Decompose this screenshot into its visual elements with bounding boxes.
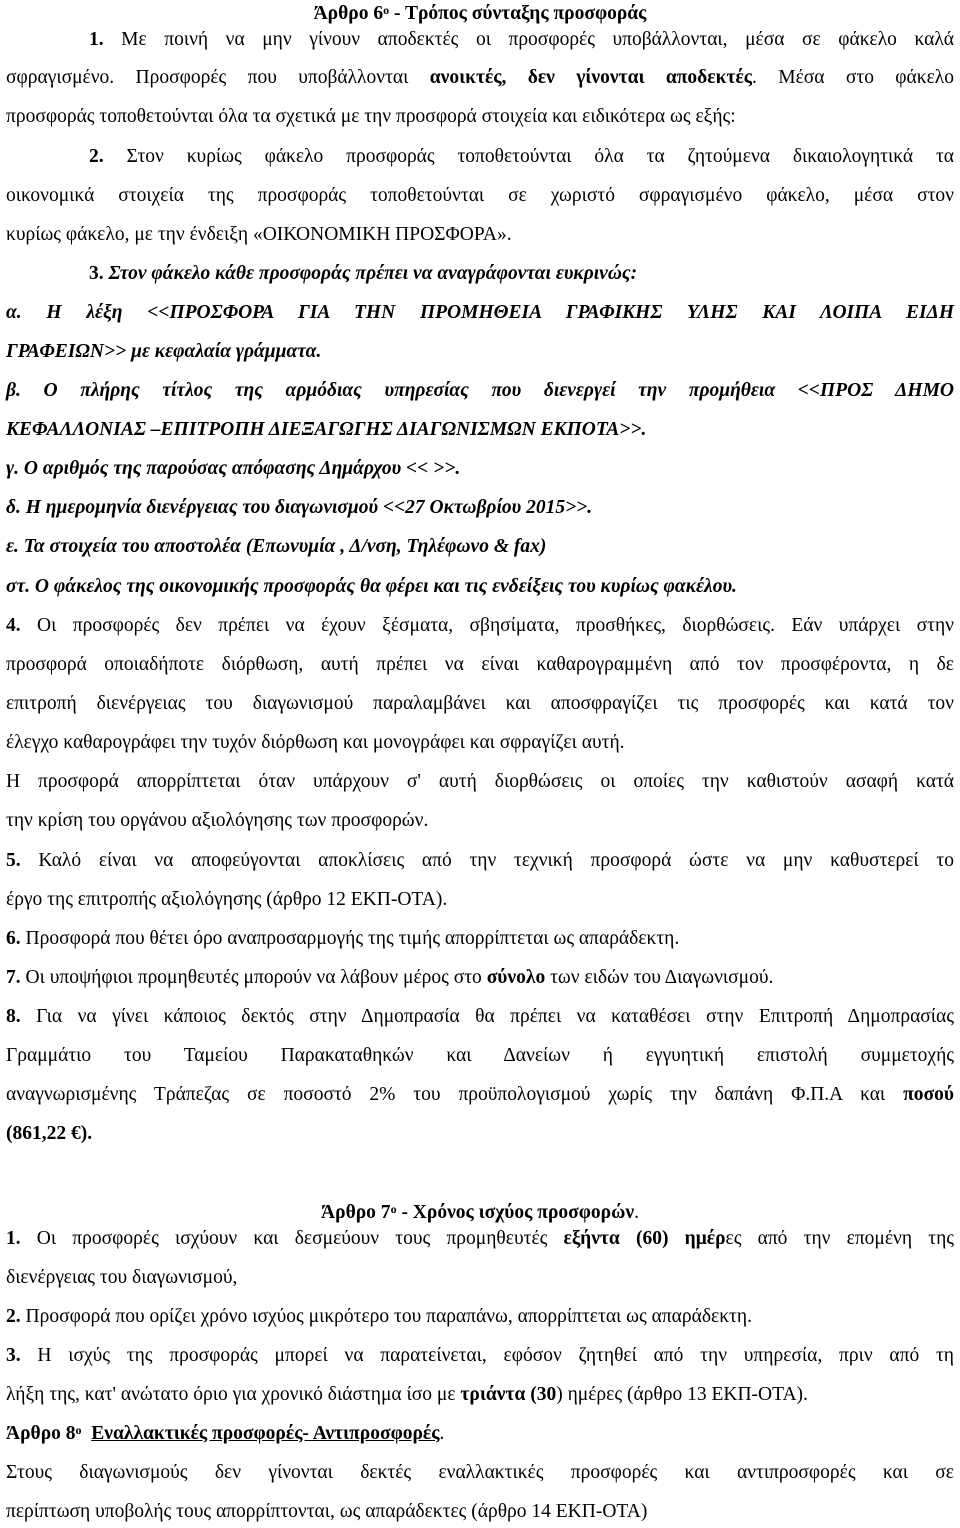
a6-p2-line3: κυρίως φάκελο, με την ένδειξη «ΟΙΚΟΝΟΜΙΚΗ ΠΡΟΣΦΟΡΑ».: [6, 224, 512, 245]
a6-p3: [89, 262, 954, 286]
a6-p2-line2: οικονομικά στοιχεία της προσφοράς τοποθετούνται σε χωριστό σφραγισμένο φάκελο, μέσα στον: [6, 185, 954, 206]
a6-p1-text1: Με ποινή να μην γίνουν αποδεκτές οι προσφορές υποβάλλονται, μέσα σε φάκελο καλά: [103, 29, 954, 50]
a6-p4-line3: επιτροπή διενέργειας του διαγωνισμού παραλαμβάνει και αποσφραγίζει τις προσφορές και κατά τον: [6, 693, 954, 714]
a6-p3-text: Στον φάκελο κάθε προσφοράς πρέπει να αναγράφονται ευκρινώς:: [103, 263, 638, 284]
a6-item-e: ε. Τα στοιχεία του αποστολέα (Επωνυμία , Δ/νση, Τηλέφωνο & fax): [6, 536, 547, 557]
a7-p1-num: 1.: [6, 1228, 21, 1249]
a6-p7-pre: Οι υποψήφιοι προμηθευτές μπορούν να λάβουν μέρος στο: [20, 967, 487, 988]
a6-p6-text: Προσφορά που θέτει όρο αναπροσαρμογής της τιμής απορρίπτεται ως απαράδεκτη.: [20, 928, 680, 949]
article7-title-sup: ο: [390, 1202, 397, 1216]
a6-p4-line4: έλεγχο καθαρογράφει την τυχόν διόρθωση και μονογράφει και σφραγίζει αυτή.: [6, 732, 625, 753]
a6-p8-line3-pre: αναγνωρισμένης Τράπεζας σε ποσοστό 2% του προϋπολογισμού χωρίς την δαπάνη Φ.Π.Α και: [6, 1084, 904, 1105]
a6-p7-num: 7.: [6, 967, 21, 988]
article8-title-underlined: Εναλλακτικές προσφορές- Αντιπροσφορές: [91, 1423, 440, 1444]
article8-title-sup: ο: [75, 1423, 82, 1437]
a6-p8-line3-bold: ποσού: [903, 1084, 954, 1105]
a6-p6: [6, 927, 954, 951]
a7-p1-line1: [6, 1227, 954, 1251]
article8-title-sep: [82, 1423, 92, 1444]
a6-p4-line1: [6, 614, 954, 638]
a6-p1-num: 1.: [89, 29, 104, 50]
article7-title-end: .: [634, 1202, 639, 1223]
a6-p4-num: 4.: [6, 615, 21, 636]
a7-p3-line1: [6, 1344, 954, 1368]
a7-p1-post: ες από την επομένη της: [725, 1228, 955, 1249]
a6-p1-line3: προσφοράς τοποθετούνται όλα τα σχετικά με την προσφορά στοιχεία και ειδικότερα ως εξής:: [6, 106, 736, 127]
article8-title-text: Άρθρο 8: [6, 1423, 76, 1444]
a6-p1-line1: [89, 28, 954, 52]
a6-p5-line1: [6, 849, 954, 873]
a6-p3-num: 3.: [89, 263, 104, 284]
a7-p3-num: 3.: [6, 1345, 21, 1366]
article6-title-rest: - Τρόπος σύνταξης προσφοράς: [389, 3, 647, 24]
article6-title-text: Άρθρο 6: [313, 3, 384, 24]
a6-p8-line1: [6, 1005, 954, 1029]
a7-p3-line2: [6, 1383, 954, 1407]
a6-p2-num: 2.: [89, 146, 104, 167]
a6-p7: [6, 966, 954, 990]
a6-p2-text1: Στον κυρίως φάκελο προσφοράς τοποθετούνται όλα τα ζητούμενα δικαιολογητικά τα: [103, 146, 954, 167]
a6-item-d: δ. Η ημερομηνία διενέργειας του διαγωνισμού <<27 Οκτωβρίου 2015>>.: [6, 497, 593, 518]
article8-title-end: .: [439, 1423, 445, 1444]
a6-reject-line2: την κρίση του οργάνου αξιολόγησης των προσφορών.: [6, 810, 429, 831]
article7-title-rest: - Χρόνος ισχύος προσφορών: [396, 1202, 635, 1223]
a6-item-st: στ. Ο φάκελος της οικονομικής προσφοράς θα φέρει και τις ενδείξεις του κυρίως φακέλου.: [6, 576, 737, 597]
a6-p8-num: 8.: [6, 1006, 21, 1027]
a6-p6-num: 6.: [6, 928, 21, 949]
a6-p1-line2-post: . Μέσα στο φάκελο: [752, 67, 954, 88]
a7-p2: [6, 1305, 954, 1329]
a6-item-a-line1: α. Η λέξη <<ΠΡΟΣΦΟΡΑ ΓΙΑ ΤΗΝ ΠΡΟΜΗΘΕΙΑ ΓΡΑΦΙΚΗΣ ΥΛΗΣ ΚΑΙ ΛΟΙΠΑ ΕΙΔΗ: [6, 302, 954, 323]
a7-p2-num: 2.: [6, 1306, 21, 1327]
a7-p2-text: Προσφορά που ορίζει χρόνο ισχύος μικρότερο του παραπάνω, απορρίπτεται ως απαράδεκτη.: [20, 1306, 752, 1327]
a7-p3-line2-pre: λήξη της, κατ' ανώτατο όριο για χρονικό διάστημα ίσο με: [6, 1384, 461, 1405]
a7-p1-line2: διενέργειας του διαγωνισμού,: [6, 1267, 238, 1288]
a6-p1-line2-pre: σφραγισμένο. Προσφορές που υποβάλλονται: [6, 67, 430, 88]
a6-reject-line1: Η προσφορά απορρίπτεται όταν υπάρχουν σ' αυτή διορθώσεις οι οποίες την καθιστούν ασαφή κατά: [6, 771, 954, 792]
article7-title-text: Άρθρο 7: [321, 1202, 391, 1223]
a6-p5-num: 5.: [6, 850, 21, 871]
article8-title: [6, 1422, 954, 1446]
article7-title: [6, 1201, 954, 1225]
a6-p8-line2: Γραμμάτιο του Ταμείου Παρακαταθηκών και Δανείων ή εγγυητική επιστολή συμμετοχής: [6, 1045, 954, 1066]
a6-p4-text1: Οι προσφορές δεν πρέπει να έχουν ξέσματα, σβησίματα, προσθήκες, διορθώσεις. Εάν υπάρχει στην: [20, 615, 954, 636]
a6-item-b-line2: ΚΕΦΑΛΛΟΝΙΑΣ –ΕΠΙΤΡΟΠΗ ΔΙΕΞΑΓΩΓΗΣ ΔΙΑΓΩΝΙΣΜΩΝ ΕΚΠΟΤΑ>>.: [6, 419, 647, 440]
a6-p7-post: των ειδών του Διαγωνισμού.: [545, 967, 774, 988]
a6-p8-text1: Για να γίνει κάποιος δεκτός στην Δημοπρασία θα πρέπει να καταθέσει στην Επιτροπή Δημοπρασίας: [20, 1006, 954, 1027]
a7-p1-pre: Οι προσφορές ισχύουν και δεσμεύουν τους προμηθευτές: [20, 1228, 564, 1249]
a7-p1-bold: εξήντα (60) ημέρ: [563, 1228, 726, 1249]
a6-p8-line4: [6, 1122, 954, 1146]
a7-p3-line2-post: ) ημέρες (άρθρο 13 ΕΚΠ-ΟΤΑ).: [556, 1384, 808, 1405]
a8-line1: Στους διαγωνισμούς δεν γίνονται δεκτές εναλλακτικές προσφορές και αντιπροσφορές και σε: [6, 1462, 954, 1483]
article6-title-sup: ο: [383, 3, 390, 17]
a6-p1-line2-bold: ανοικτές, δεν γίνονται αποδεκτές: [429, 67, 753, 88]
a7-p3-text1: Η ισχύς της προσφοράς μπορεί να παρατείνεται, εφόσον ζητηθεί από την υπηρεσία, πριν από τη: [20, 1345, 954, 1366]
a6-item-a-line2: ΓΡΑΦΕΙΩΝ>> με κεφαλαία γράμματα.: [6, 341, 322, 362]
article6-title: [6, 2, 954, 26]
a6-p5-line2: έργο της επιτροπής αξιολόγησης (άρθρο 12 ΕΚΠ-ΟΤΑ).: [6, 889, 448, 910]
a6-p2-line1: [89, 145, 954, 169]
a7-p3-line2-bold: τριάντα (30: [460, 1384, 557, 1405]
a6-item-b-line1: β. Ο πλήρης τίτλος της αρμόδιας υπηρεσίας που διενεργεί την προμήθεια <<ΠΡΟΣ ΔΗΜΟ: [6, 380, 954, 401]
a6-p7-bold: σύνολο: [486, 967, 546, 988]
a6-item-g: γ. Ο αριθμός της παρούσας απόφασης Δημάρχου << >>.: [6, 458, 461, 479]
a6-p8-line3: [6, 1083, 954, 1107]
a6-p1-line2: [6, 66, 954, 90]
a6-p5-text1: Καλό είναι να αποφεύγονται αποκλίσεις από την τεχνική προσφορά ώστε να μην καθυστερεί το: [20, 850, 954, 871]
a6-p8-amount: (861,22 €).: [6, 1123, 93, 1144]
a8-line2: περίπτωση υποβολής τους απορρίπτονται, ως απαράδεκτες (άρθρο 14 ΕΚΠ-ΟΤΑ): [6, 1501, 648, 1522]
a6-p4-line2: προσφορά οποιαδήποτε διόρθωση, αυτή πρέπει να είναι καθαρογραμμένη από τον προσφέροντα, η δε: [6, 654, 954, 675]
